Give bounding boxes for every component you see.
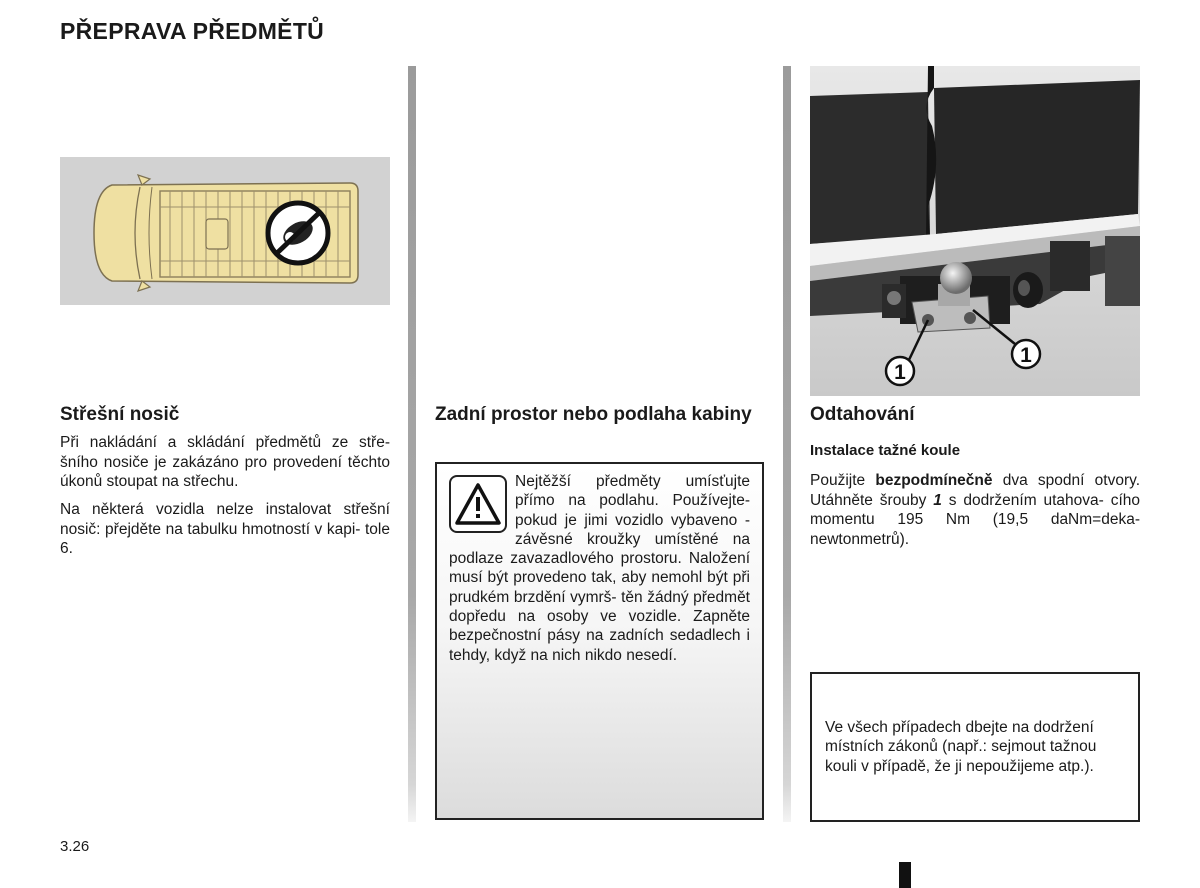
towing-text-reference: 1 xyxy=(933,491,942,509)
towing-text-start: Použijte xyxy=(810,472,876,489)
column-divider-left xyxy=(408,66,416,822)
tow-hitch-photo xyxy=(810,66,1140,396)
roof-rack-illustration xyxy=(60,157,390,305)
callout-label: 1 xyxy=(1020,344,1032,367)
towing-paragraph xyxy=(810,471,1140,549)
van-top-view xyxy=(60,157,390,305)
towing-subheading: Instalace tažné koule xyxy=(810,442,961,459)
note-text: Ve všech případech dbejte na dodržení místních zákonů (např.: sejmout tažnou kouli v případě, že ji nepoužijeme atp.). xyxy=(825,718,1097,775)
page-edge-marker xyxy=(899,862,911,888)
roof-rack-paragraph-2: Na některá vozidla nelze instalovat střešní nosič: přejděte na tabulku hmotností v kapi- tole 6. xyxy=(60,501,390,557)
warning-box xyxy=(435,462,764,820)
note-box xyxy=(810,672,1140,822)
towing-text-emphasis: bezpodmínečně xyxy=(875,472,993,489)
cargo-heading: Zadní prostor nebo podlaha kabiny xyxy=(435,404,752,425)
page-number: 3.26 xyxy=(60,838,90,855)
towing-heading: Odtahování xyxy=(810,404,915,425)
roof-rack-heading: Střešní nosič xyxy=(60,404,180,425)
roof-rack-paragraph-1: Při nakládání a skládání předmětů ze stře- šního nosiče je zakázáno pro provedení těchto úkonů stoupat na střechu. xyxy=(60,434,390,490)
callout-label: 1 xyxy=(894,361,906,384)
column-divider-right xyxy=(783,66,791,822)
towing-text-end: s dodržením utahova- cího momentu 195 Nm (19,5 daNm=deka- newtonmetrů). xyxy=(810,491,1141,548)
no-climbing-icon xyxy=(268,203,328,263)
warning-text: Nejtěžší předměty umísťujte přímo na podlahu. Používejte- pokud je jimi vozidlo vybaveno - závěsné kroužky umístěné na podlaze zavazadlového prostoru. Naložení musí být provedeno tak, aby nemohl být při prudkém brzdění vymrš- těn žádný předmět dopředu na osoby ve vozidle. Zapněte bezpečnostní pásy na zadních sedadlech i tehdy, když na nich nikdo nesedí. xyxy=(449,473,750,664)
warning-triangle-icon xyxy=(449,475,507,533)
towing-text-middle: dva spodní otvory. Utáhněte šrouby xyxy=(810,472,1141,509)
page-title: PŘEPRAVA PŘEDMĚTŮ xyxy=(60,18,325,44)
